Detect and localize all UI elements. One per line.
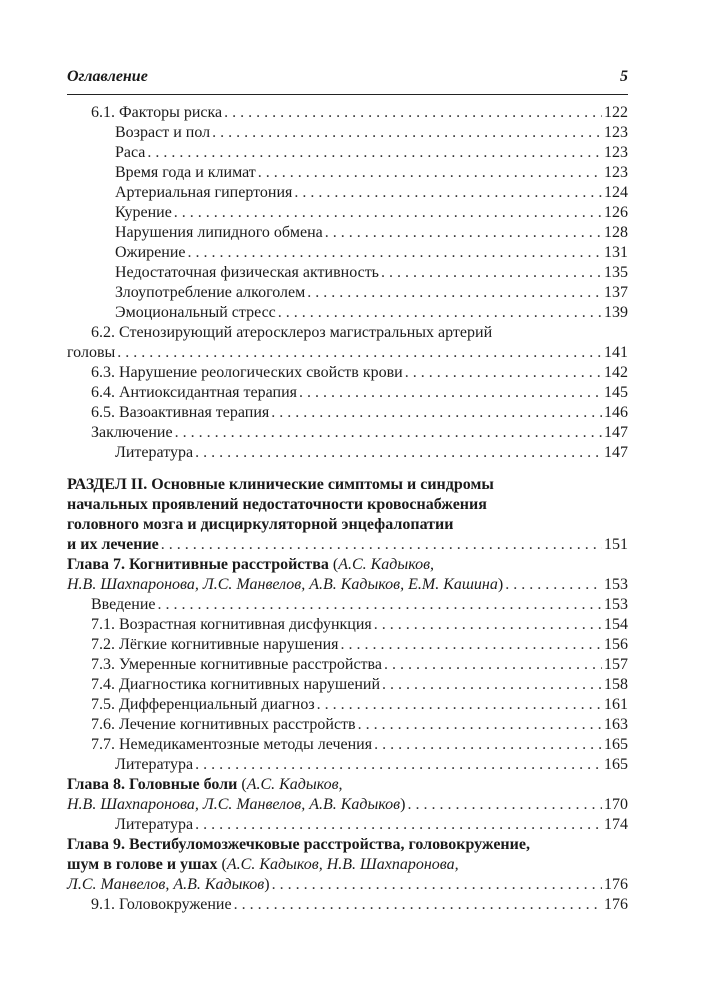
toc-chapter-7-subitems bbox=[67, 595, 628, 775]
toc-entry-section-2[interactable]: РАЗДЕЛ II. Основные клинические симптомы и синдромы начальных проявлений недостаточности кровоснабжения головного мозга и дисциркуляторной энцефалопатии и их лечение . . . 151 bbox=[67, 475, 628, 555]
toc-entry[interactable]: Раса . . . 123 bbox=[67, 143, 628, 163]
toc-entry[interactable]: 7.3. Умеренные когнитивные расстройства . . . 157 bbox=[67, 655, 628, 675]
toc-entry[interactable]: Возраст и пол . . . 123 bbox=[67, 123, 628, 143]
toc-entry-chapter-8[interactable]: Глава 8. Головные боли (А.С. Кадыков, Н.В. Шахпаронова, Л.С. Манвелов, А.В. Кадыков) . . . 170 bbox=[67, 775, 628, 815]
toc-entry-6-2[interactable]: 6.2. Стенозирующий атеросклероз магистральных артерий головы . . . 141 bbox=[67, 323, 628, 363]
toc-entry[interactable]: 7.5. Дифференциальный диагноз . . . 161 bbox=[67, 695, 628, 715]
toc-entry-6-1[interactable]: 6.1. Факторы риска . . . 122 bbox=[67, 103, 628, 123]
table-of-contents bbox=[67, 103, 628, 915]
toc-entry[interactable]: Злоупотребление алкоголем . . . 137 bbox=[67, 283, 628, 303]
toc-entry[interactable]: 7.2. Лёгкие когнитивные нарушения . . . 156 bbox=[67, 635, 628, 655]
toc-entry-chapter-9[interactable]: Глава 9. Вестибуломозжечковые расстройства, головокружение, шум в голове и ушах (А.С. Кадыков, Н.В. Шахпаронова, Л.С. Манвелов, А.В. Кадыков) . . . 176 bbox=[67, 835, 628, 895]
toc-entry[interactable]: 7.1. Возрастная когнитивная дисфункция . . . 154 bbox=[67, 615, 628, 635]
toc-entry-9-1[interactable]: 9.1. Головокружение . . . 176 bbox=[67, 895, 628, 915]
toc-entry[interactable]: Время года и климат . . . 123 bbox=[67, 163, 628, 183]
toc-entry[interactable]: Артериальная гипертония . . . 124 bbox=[67, 183, 628, 203]
toc-entry-6-4[interactable]: 6.4. Антиоксидантная терапия . . . 145 bbox=[67, 383, 628, 403]
header-page-number: 5 bbox=[620, 68, 628, 85]
toc-entry-6-5[interactable]: 6.5. Вазоактивная терапия . . . 146 bbox=[67, 403, 628, 423]
toc-entry[interactable]: Нарушения липидного обмена . . . 128 bbox=[67, 223, 628, 243]
toc-entry[interactable]: 7.4. Диагностика когнитивных нарушений . . . 158 bbox=[67, 675, 628, 695]
toc-entry-literature-6[interactable]: Литература . . . 147 bbox=[67, 443, 628, 463]
toc-entry-literature-8[interactable]: Литература . . . 174 bbox=[67, 815, 628, 835]
header-rule bbox=[67, 94, 628, 95]
toc-entry[interactable]: Введение . . . 153 bbox=[67, 595, 628, 615]
toc-entry[interactable]: 7.7. Немедикаментозные методы лечения . . . 165 bbox=[67, 735, 628, 755]
header-title: Оглавление bbox=[67, 68, 148, 85]
toc-entry[interactable]: Ожирение . . . 131 bbox=[67, 243, 628, 263]
toc-6-1-subitems bbox=[67, 123, 628, 323]
toc-entry-conclusion[interactable]: Заключение . . . 147 bbox=[67, 423, 628, 443]
toc-entry[interactable]: Литература . . . 165 bbox=[67, 755, 628, 775]
toc-entry[interactable]: 7.6. Лечение когнитивных расстройств . . . 163 bbox=[67, 715, 628, 735]
toc-entry-chapter-7[interactable]: Глава 7. Когнитивные расстройства (А.С. Кадыков, Н.В. Шахпаронова, Л.С. Манвелов, А.В. Кадыков, Е.М. Кашина) . . . 153 bbox=[67, 555, 628, 595]
toc-entry-6-3[interactable]: 6.3. Нарушение реологических свойств крови . . . 142 bbox=[67, 363, 628, 383]
toc-entry[interactable]: Недостаточная физическая активность . . . 135 bbox=[67, 263, 628, 283]
running-header bbox=[67, 68, 628, 94]
toc-entry[interactable]: Курение . . . 126 bbox=[67, 203, 628, 223]
toc-entry[interactable]: Эмоциональный стресс . . . 139 bbox=[67, 303, 628, 323]
